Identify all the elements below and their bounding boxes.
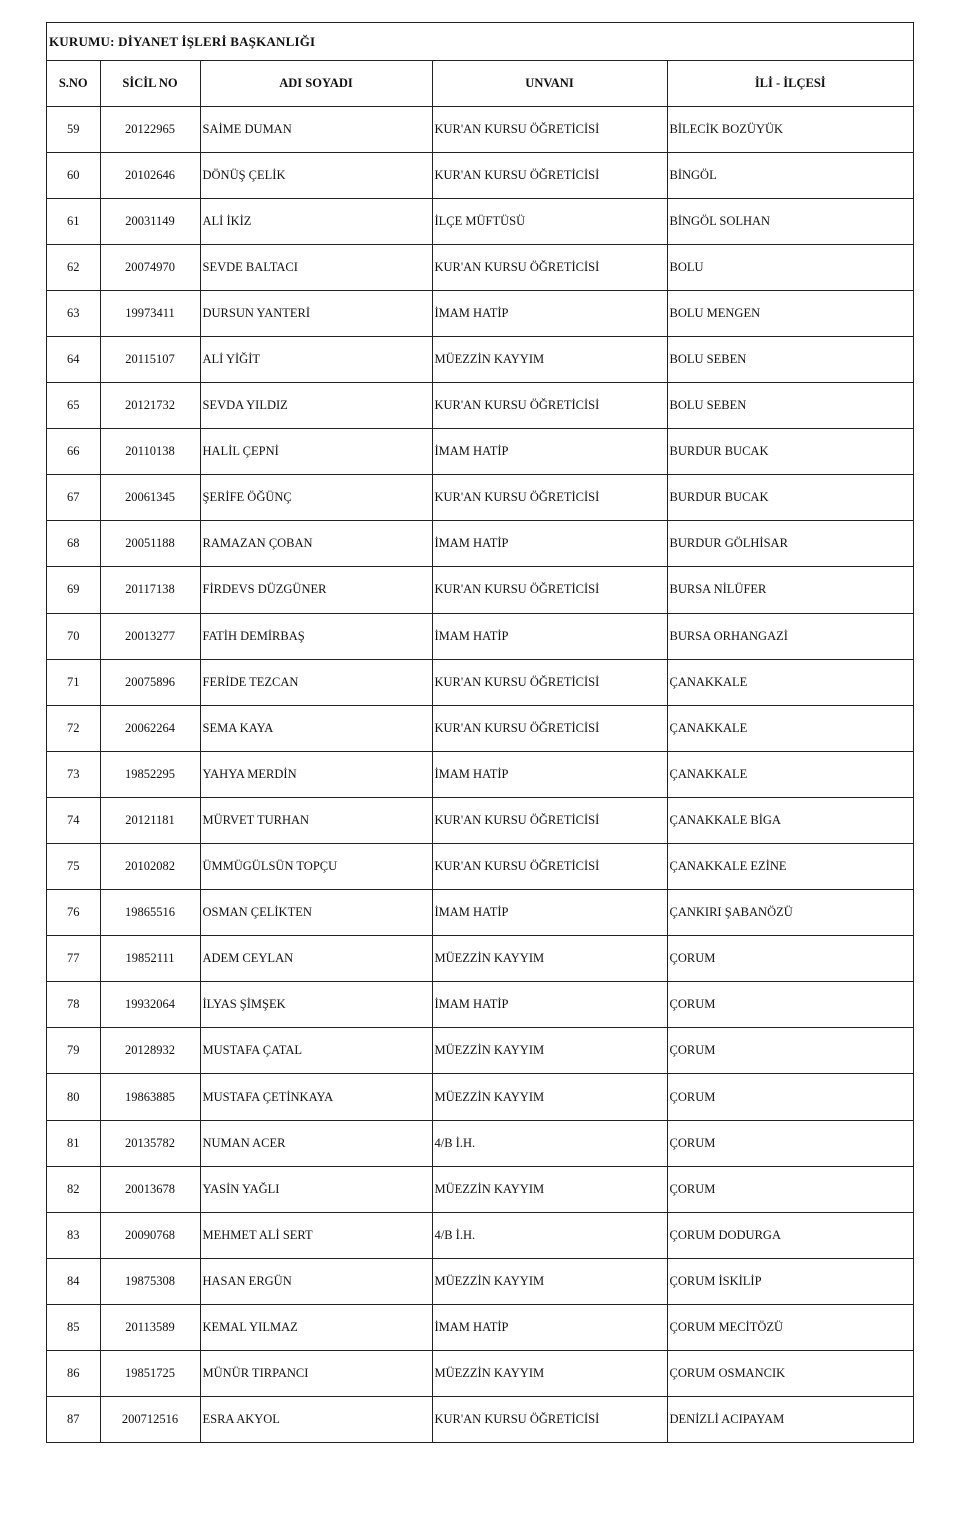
cell-sno: 76 bbox=[47, 890, 100, 936]
cell-title: KUR'AN KURSU ÖĞRETİCİSİ bbox=[432, 106, 667, 152]
table-row bbox=[47, 1351, 913, 1397]
cell-sno: 67 bbox=[47, 475, 100, 521]
cell-title: KUR'AN KURSU ÖĞRETİCİSİ bbox=[432, 659, 667, 705]
cell-name: KEMAL YILMAZ bbox=[200, 1304, 432, 1350]
cell-name: ADEM CEYLAN bbox=[200, 936, 432, 982]
table-row bbox=[47, 1304, 913, 1350]
table-row bbox=[47, 244, 913, 290]
cell-name: YAHYA MERDİN bbox=[200, 751, 432, 797]
cell-province-district: ÇANAKKALE EZİNE bbox=[667, 844, 913, 890]
cell-title: MÜEZZİN KAYYIM bbox=[432, 1258, 667, 1304]
cell-province-district: ÇORUM bbox=[667, 936, 913, 982]
cell-province-district: BURDUR BUCAK bbox=[667, 475, 913, 521]
table-row bbox=[47, 936, 913, 982]
cell-name: MÜRVET TURHAN bbox=[200, 797, 432, 843]
cell-sno: 59 bbox=[47, 106, 100, 152]
table-row bbox=[47, 567, 913, 613]
cell-province-district: ÇORUM bbox=[667, 1028, 913, 1074]
cell-province-district: BURDUR GÖLHİSAR bbox=[667, 521, 913, 567]
cell-title: KUR'AN KURSU ÖĞRETİCİSİ bbox=[432, 1397, 667, 1443]
table-row bbox=[47, 429, 913, 475]
cell-sicil-no: 19852295 bbox=[100, 751, 200, 797]
cell-sno: 78 bbox=[47, 982, 100, 1028]
cell-sicil-no: 20090768 bbox=[100, 1212, 200, 1258]
cell-sicil-no: 19852111 bbox=[100, 936, 200, 982]
cell-name: MEHMET ALİ SERT bbox=[200, 1212, 432, 1258]
cell-sicil-no: 20102082 bbox=[100, 844, 200, 890]
table-row bbox=[47, 106, 913, 152]
cell-sno: 71 bbox=[47, 659, 100, 705]
cell-sicil-no: 20061345 bbox=[100, 475, 200, 521]
header-province-district: İLİ - İLÇESİ bbox=[667, 61, 913, 106]
cell-province-district: ÇORUM bbox=[667, 1074, 913, 1120]
cell-sicil-no: 20062264 bbox=[100, 705, 200, 751]
table-row bbox=[47, 290, 913, 336]
cell-sicil-no: 19865516 bbox=[100, 890, 200, 936]
cell-province-district: ÇANAKKALE bbox=[667, 751, 913, 797]
cell-sicil-no: 19973411 bbox=[100, 290, 200, 336]
cell-title: İMAM HATİP bbox=[432, 429, 667, 475]
cell-sicil-no: 20135782 bbox=[100, 1120, 200, 1166]
cell-sicil-no: 20115107 bbox=[100, 336, 200, 382]
header-title: UNVANI bbox=[432, 61, 667, 106]
cell-name: MÜNÜR TIRPANCI bbox=[200, 1351, 432, 1397]
cell-title: MÜEZZİN KAYYIM bbox=[432, 936, 667, 982]
table-row bbox=[47, 336, 913, 382]
cell-sicil-no: 20013678 bbox=[100, 1166, 200, 1212]
cell-sno: 75 bbox=[47, 844, 100, 890]
cell-sno: 82 bbox=[47, 1166, 100, 1212]
cell-name: İLYAS ŞİMŞEK bbox=[200, 982, 432, 1028]
cell-name: RAMAZAN ÇOBAN bbox=[200, 521, 432, 567]
cell-province-district: ÇORUM bbox=[667, 1166, 913, 1212]
cell-sno: 69 bbox=[47, 567, 100, 613]
table-row bbox=[47, 1258, 913, 1304]
cell-sno: 70 bbox=[47, 613, 100, 659]
header-name: ADI SOYADI bbox=[200, 61, 432, 106]
cell-sno: 72 bbox=[47, 705, 100, 751]
cell-name: FATİH DEMİRBAŞ bbox=[200, 613, 432, 659]
cell-sicil-no: 20102646 bbox=[100, 152, 200, 198]
cell-sno: 64 bbox=[47, 336, 100, 382]
cell-title: KUR'AN KURSU ÖĞRETİCİSİ bbox=[432, 705, 667, 751]
cell-sno: 63 bbox=[47, 290, 100, 336]
cell-name: YASİN YAĞLI bbox=[200, 1166, 432, 1212]
cell-province-district: ÇANAKKALE BİGA bbox=[667, 797, 913, 843]
cell-province-district: BURSA ORHANGAZİ bbox=[667, 613, 913, 659]
cell-name: ALİ İKİZ bbox=[200, 198, 432, 244]
cell-title: KUR'AN KURSU ÖĞRETİCİSİ bbox=[432, 475, 667, 521]
table-header-row bbox=[47, 61, 913, 106]
table-row bbox=[47, 844, 913, 890]
table-row bbox=[47, 890, 913, 936]
cell-sicil-no: 20121181 bbox=[100, 797, 200, 843]
cell-sno: 86 bbox=[47, 1351, 100, 1397]
cell-title: 4/B İ.H. bbox=[432, 1120, 667, 1166]
cell-sno: 77 bbox=[47, 936, 100, 982]
cell-sno: 85 bbox=[47, 1304, 100, 1350]
table-row bbox=[47, 198, 913, 244]
table-row bbox=[47, 152, 913, 198]
table-row bbox=[47, 705, 913, 751]
cell-name: FİRDEVS DÜZGÜNER bbox=[200, 567, 432, 613]
cell-name: ALİ YİĞİT bbox=[200, 336, 432, 382]
cell-province-district: BİLECİK BOZÜYÜK bbox=[667, 106, 913, 152]
cell-title: İMAM HATİP bbox=[432, 751, 667, 797]
table-row bbox=[47, 1028, 913, 1074]
header-sno: S.NO bbox=[47, 61, 100, 106]
cell-title: KUR'AN KURSU ÖĞRETİCİSİ bbox=[432, 244, 667, 290]
cell-title: KUR'AN KURSU ÖĞRETİCİSİ bbox=[432, 567, 667, 613]
cell-sicil-no: 20110138 bbox=[100, 429, 200, 475]
cell-name: ŞERİFE ÖĞÜNÇ bbox=[200, 475, 432, 521]
table-row bbox=[47, 1074, 913, 1120]
cell-sno: 87 bbox=[47, 1397, 100, 1443]
cell-sicil-no: 19863885 bbox=[100, 1074, 200, 1120]
cell-province-district: BURSA NİLÜFER bbox=[667, 567, 913, 613]
cell-title: İMAM HATİP bbox=[432, 521, 667, 567]
cell-title: MÜEZZİN KAYYIM bbox=[432, 1351, 667, 1397]
cell-sicil-no: 20074970 bbox=[100, 244, 200, 290]
cell-name: HALİL ÇEPNİ bbox=[200, 429, 432, 475]
table-row bbox=[47, 797, 913, 843]
cell-title: İMAM HATİP bbox=[432, 890, 667, 936]
cell-name: DURSUN YANTERİ bbox=[200, 290, 432, 336]
cell-sicil-no: 20122965 bbox=[100, 106, 200, 152]
cell-sno: 74 bbox=[47, 797, 100, 843]
cell-province-district: ÇORUM bbox=[667, 1120, 913, 1166]
cell-name: DÖNÜŞ ÇELİK bbox=[200, 152, 432, 198]
cell-sicil-no: 20051188 bbox=[100, 521, 200, 567]
cell-sno: 83 bbox=[47, 1212, 100, 1258]
cell-name: ESRA AKYOL bbox=[200, 1397, 432, 1443]
table-row bbox=[47, 1212, 913, 1258]
cell-name: OSMAN ÇELİKTEN bbox=[200, 890, 432, 936]
institution-heading: KURUMU: DİYANET İŞLERİ BAŞKANLIĞI bbox=[47, 23, 913, 61]
cell-sicil-no: 20031149 bbox=[100, 198, 200, 244]
cell-name: SEVDA YILDIZ bbox=[200, 383, 432, 429]
cell-sicil-no: 20128932 bbox=[100, 1028, 200, 1074]
cell-province-district: ÇORUM DODURGA bbox=[667, 1212, 913, 1258]
cell-province-district: ÇORUM MECİTÖZÜ bbox=[667, 1304, 913, 1350]
cell-province-district: BİNGÖL SOLHAN bbox=[667, 198, 913, 244]
cell-sno: 62 bbox=[47, 244, 100, 290]
cell-name: NUMAN ACER bbox=[200, 1120, 432, 1166]
cell-title: KUR'AN KURSU ÖĞRETİCİSİ bbox=[432, 152, 667, 198]
cell-province-district: BURDUR BUCAK bbox=[667, 429, 913, 475]
cell-sno: 60 bbox=[47, 152, 100, 198]
cell-sno: 80 bbox=[47, 1074, 100, 1120]
cell-province-district: ÇORUM İSKİLİP bbox=[667, 1258, 913, 1304]
cell-title: MÜEZZİN KAYYIM bbox=[432, 1028, 667, 1074]
cell-sicil-no: 19875308 bbox=[100, 1258, 200, 1304]
cell-sicil-no: 20117138 bbox=[100, 567, 200, 613]
cell-province-district: DENİZLİ ACIPAYAM bbox=[669, 1412, 785, 1427]
table-row bbox=[47, 1166, 913, 1212]
cell-name: SAİME DUMAN bbox=[200, 106, 432, 152]
cell-sicil-no: 20121732 bbox=[100, 383, 200, 429]
cell-sicil-no: 19851725 bbox=[100, 1351, 200, 1397]
document-table-frame bbox=[46, 22, 914, 1443]
cell-name: MUSTAFA ÇATAL bbox=[200, 1028, 432, 1074]
cell-sno: 84 bbox=[47, 1258, 100, 1304]
cell-province-district: BOLU MENGEN bbox=[667, 290, 913, 336]
cell-sno: 79 bbox=[47, 1028, 100, 1074]
table-row bbox=[47, 521, 913, 567]
cell-province-district: BOLU bbox=[667, 244, 913, 290]
cell-title: MÜEZZİN KAYYIM bbox=[432, 1166, 667, 1212]
cell-sicil-no: 19932064 bbox=[100, 982, 200, 1028]
cell-sicil-no: 20013277 bbox=[100, 613, 200, 659]
cell-province-district: BİNGÖL bbox=[667, 152, 913, 198]
personnel-table bbox=[47, 61, 913, 1442]
cell-province-district: ÇANKIRI ŞABANÖZÜ bbox=[667, 890, 913, 936]
cell-sicil-no: 20075896 bbox=[100, 659, 200, 705]
cell-title: MÜEZZİN KAYYIM bbox=[432, 336, 667, 382]
cell-title: KUR'AN KURSU ÖĞRETİCİSİ bbox=[432, 383, 667, 429]
table-row bbox=[47, 1120, 913, 1166]
cell-sno: 61 bbox=[47, 198, 100, 244]
cell-province-district: ÇANAKKALE bbox=[667, 659, 913, 705]
cell-name: SEVDE BALTACI bbox=[200, 244, 432, 290]
cell-sno: 65 bbox=[47, 383, 100, 429]
cell-title: İMAM HATİP bbox=[432, 982, 667, 1028]
cell-province-district: BOLU SEBEN bbox=[667, 383, 913, 429]
cell-sno: 73 bbox=[47, 751, 100, 797]
cell-title: MÜEZZİN KAYYIM bbox=[432, 1074, 667, 1120]
cell-title: KUR'AN KURSU ÖĞRETİCİSİ bbox=[432, 797, 667, 843]
cell-title: 4/B İ.H. bbox=[432, 1212, 667, 1258]
cell-name: FERİDE TEZCAN bbox=[200, 659, 432, 705]
table-body bbox=[47, 106, 913, 1442]
table-row bbox=[47, 751, 913, 797]
cell-name: ÜMMÜGÜLSÜN TOPÇU bbox=[200, 844, 432, 890]
table-row bbox=[47, 383, 913, 429]
table-row bbox=[47, 475, 913, 521]
table-row bbox=[47, 1397, 913, 1443]
cell-title: İMAM HATİP bbox=[432, 613, 667, 659]
cell-province-district: ÇANAKKALE bbox=[667, 705, 913, 751]
cell-sno: 81 bbox=[47, 1120, 100, 1166]
table-row bbox=[47, 659, 913, 705]
cell-sno: 68 bbox=[47, 521, 100, 567]
cell-province-district: BOLU SEBEN bbox=[667, 336, 913, 382]
cell-title: KUR'AN KURSU ÖĞRETİCİSİ bbox=[432, 844, 667, 890]
cell-province-district: ÇORUM bbox=[667, 982, 913, 1028]
cell-name: MUSTAFA ÇETİNKAYA bbox=[200, 1074, 432, 1120]
table-row bbox=[47, 613, 913, 659]
cell-name: SEMA KAYA bbox=[200, 705, 432, 751]
table-row bbox=[47, 982, 913, 1028]
header-sicil-no: SİCİL NO bbox=[100, 61, 200, 106]
cell-province-district: ÇORUM OSMANCIK bbox=[667, 1351, 913, 1397]
cell-title: İMAM HATİP bbox=[432, 290, 667, 336]
cell-name: HASAN ERGÜN bbox=[200, 1258, 432, 1304]
cell-sicil-no: 200712516 bbox=[100, 1397, 200, 1443]
cell-sicil-no: 20113589 bbox=[100, 1304, 200, 1350]
cell-sno: 66 bbox=[47, 429, 100, 475]
cell-title: İMAM HATİP bbox=[432, 1304, 667, 1350]
cell-title: İLÇE MÜFTÜSÜ bbox=[432, 198, 667, 244]
